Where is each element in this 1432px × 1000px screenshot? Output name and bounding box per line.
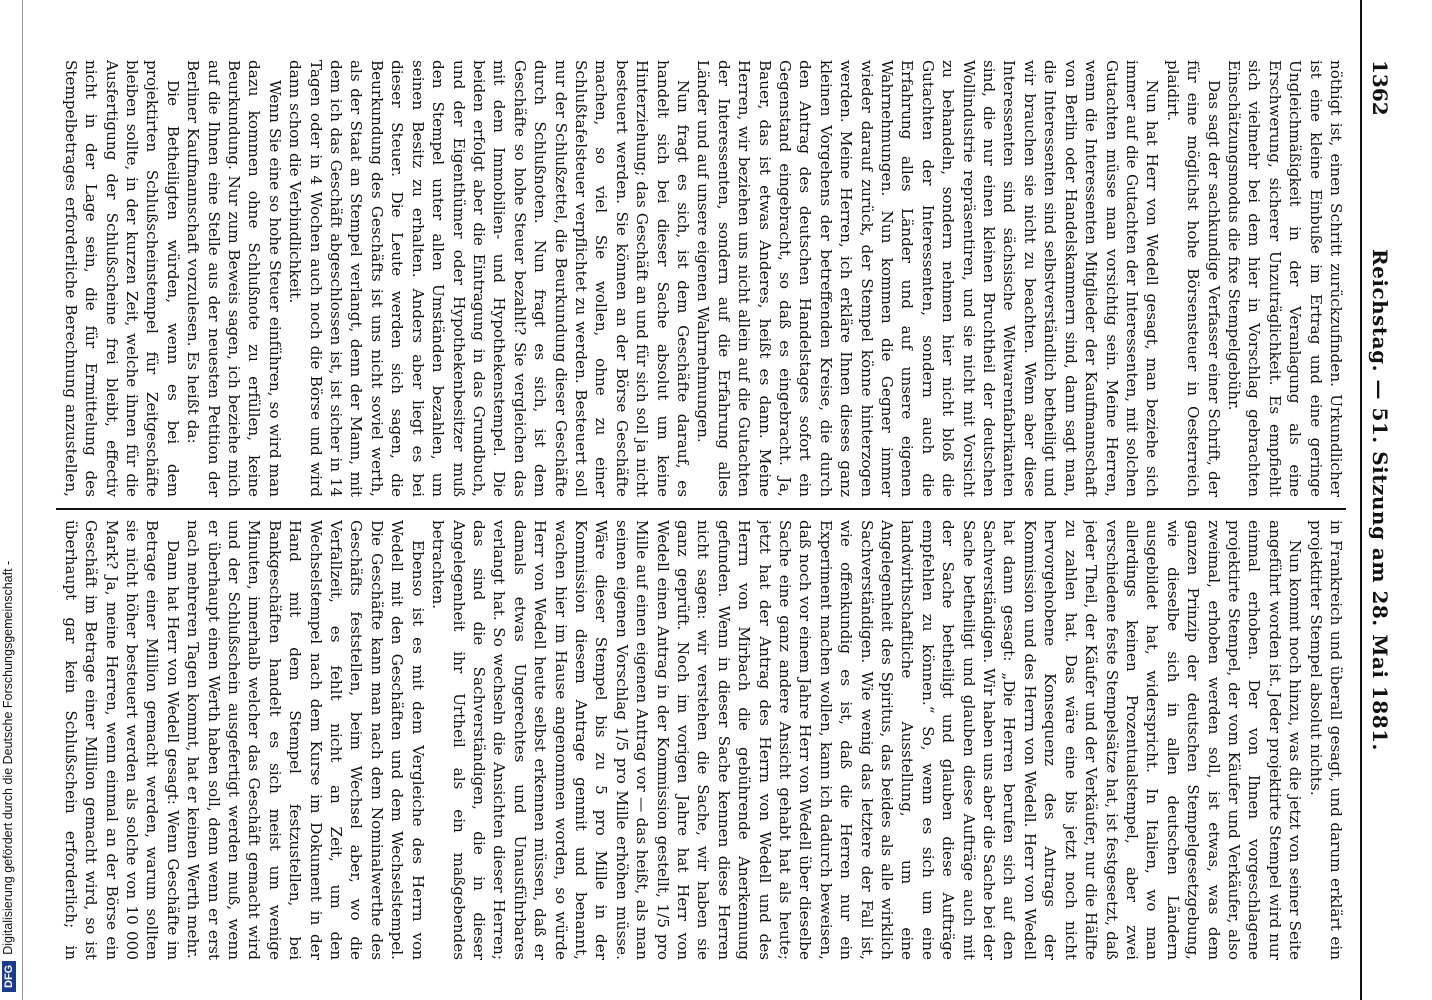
paragraph: Dann hat Herr von Wedell gesagt: Wenn Geschäfte im Betrage einer Million gemacht werden, warum sollten sie nicht höher besteuert werden als solche von 10 000 Mark? Ja, meine Herren, wenn einmal an der Börse ein Geschäft im Betrage einer Million gemacht wird, so ist überhaupt gar kein Schlußschein erforderlich; in [62,520,182,960]
dfg-logo: DFG [2,961,16,992]
paragraph: Wenn Sie eine so hohe Steuer einführen, so wird man dazu kommen ohne Schlußnote zu erfüllen, keine Beurkundung. Nur zum Beweis sagen, ich beziehe mich auf die Ihnen eine Stelle aus der neuesten Petition der Berliner Kaufmannschaft vorzulesen. Es heißt da: [184,60,284,497]
paragraph: Nun hat Herr von Wedell gesagt, man beziehe sich immer auf die Gutachten der Interessenten, mit solchen Gutachten müsse man vorsichtig sein. Meine Herren, wenn die Interessenten Mitglieder der Kaufmannschaft von Berlin oder Handelskammern sind, dann sagt man, die Interessenten sind selbstverständlich betheiligt und wir brauchen sie nicht zu beachten. Wenn aber diese Interessenten sind sächsische Weltwarenfabrikanten sind, die nur einen kleinen Bruchtheil der deutschen Wollindustrie repräsentiren, und sie nicht mit Vorsicht zu behandeln, sondern nehmen hier nicht bloß die Gutachten der Interessenten, sondern auch die Erfahrung alles Länder und auf unsere eigenen Wahrnehmungen. Nun kommen die Gegner immer wieder darauf zurück, der Stempel könne hinterzogen werden. Meine Herren, ich erkläre Ihnen dieses ganz kleinen Vorgehens der betreffenden Kreise, die durch den Antrag des deutschen Handelstages sofort ein Gegenstand eingebracht, so daß es eingebracht. Ja, Bauer, das ist etwas Anderes, heißt es dann. Meine Herren, wir beziehen uns nicht allein auf die Gutachten der Interessenten, sondern auf die Erfahrung alles Länder und auf unsere eigenen Wahrnehmungen. [694,60,1162,497]
page-header [1360,0,1402,1000]
paragraph: Nun fragt es sich, ist dem Geschäfte darauf, es handelt sich bei dieser Sache absolut um keine Hinterziehung; das Geschäft an und für sich soll ja nicht besteuert werden. Sie können an der Börse Geschäfte machen, so viel Sie wollen, ohne zu einer Schlußtafelsteuer verpflichtet zu werden. Besteuert soll nur der Schlußzettel, die Beurkundung dieser Geschäfte durch Schlußnoten. Nun fragt es sich, ist dem Geschäfte so hohe Steuer bezahlt? Sie vergleichen das mit dem Immobilien- und Hypothekenstempel. Die beiden erfolgt aber die Eintragung in das Grundbuch, und der Eigenthümer oder Hypothekenbesitzer muß den Stempel unter allen Umständen bezahlen, um seinen Besitz zu erhalten. Anders aber liegt es bei dieser Steuer. Die Leute werden sich sagen, die Beurkundung des Geschäfts ist uns nicht soviel werth, als der Staat an Stempel verlangt, denn der Mann, mit dem ich das Geschäft abgeschlossen ist, ist sicher in 14 Tagen oder in 4 Wochen auch noch die Börse und wird dann schon die Verbindlichkeit. [286,60,692,497]
paragraph: in Frankreich und überall gesagt, und darum erklärt ein projektirter Stempel absolut nichts. [1306,520,1345,960]
quoted-paragraph: Die Betheiligten würden, wenn es bei dem projektirten Schlußscheinstempel für Zeitgeschäfte bleiben sollte, in der kurzen Zeit, welche ihnen für die Ausfertigung der Schlußscheine frei bleibt, effectiv nicht in der Lage sein, die für Ermittelung des Stempelbetrages erforderliche Berechnung anzustellen, [62,60,182,497]
paragraph: Das sagt der sachkundige Verfasser einer Schrift, der für eine möglichst hohe Börsensteuer in Oesterreich plaidirt. [1163,60,1223,497]
running-head: Reichstag. — 51. Sitzung am 28. Mai 1881. [1368,248,1392,752]
paragraph: Nun kommt noch hinzu, was die jetzt von seiner Seite angeführt worden ist. Jeder projektirte Stempel wird nur einmal erhoben. Der von Ihnen vorgeschlagene projektirte Stempel, der vom Käufer und Verkäufer, also zweimal, erhoben werden soll, ist etwas, was dem ganzen Prinzip der deutschen Stempelgesetzgebung, wie dieselbe sich in allen deutschen Ländern ausgebildet hat, widerspricht. In Italien, wo man allerdings keinen Prozentualstempel, aber zwei verschiedene feste Stempelsätze hat, ist festgesetzt, daß jeder Theil, der Käufer und der Verkäufer, nur die Hälfte zu zahlen hat. Das wäre eine bis jetzt noch nicht hervorgehobene Konsequenz des Antrags der Kommission und des Herrn von Wedell. Herr von Wedell hat dann gesagt: „Die Herren berufen sich auf den Sachverständigen. Wir haben uns aber die Sache bei der Sache betheiligt und glauben diese Aufträge auch mit der Sache betheiligt und glauben diese Aufträge empfehlen zu können.“ So, wenn es sich um eine landwirthschaftliche Ausstellung, um eine Angelegenheit des Spiritus, das beides als alle wirklich Sachverständigen. Wie wenig das letztere der Fall ist, wie offenkundig es ist, daß die Herren nur ein Experiment machen wollen, kann ich dadurch beweisen, daß noch vor einem Jahre Herr von Wedell über dieselbe Sache eine ganz andere Ansicht gehabt hat als heute; jetzt hat der Antrag des Herrn von Wedell und des Herrn von Mirbach die gebührende Anerkennung gefunden. Wenn in dieser Sache kennen diese Herren nicht sagen: wir verstehen die Sache, wir haben sie ganz geprüft. Noch im vorigen Jahre hat Herr von Wedell einen Antrag in der Kommission gestellt, 1/5 pro Mille auf einen eigenen Antrag vor — das heißt, als man seinen eigenen Vorschlag 1/5 pro Mille erhöhen müsse. Wäre dieser Stempel bis zu 5 pro Mille in der Kommission diesem Antrage genmit und benannt, wachen hier im Hause angenommen worden, so würde Herr von Wedell heute selbst erkennen müssen, daß er damals etwas Ungerechtes und Unausführbares verlangt hat. So wechseln die Ansichten dieser Herren; das sind die Sachverständigen, die in dieser Angelegenheit ihr Urtheil als ein maßgebendes betrachten. [429,520,1305,960]
paragraph: Ebenso ist es mit dem Vergleiche des Herrn von Wedell mit den Geschäften und dem Wechselstempel. Die Geschäfte kann man nach dem Nominalwerthe des Geschäfts feststellen, beim Wechsel aber, wo die Verfallzeit, es fehlt nicht an Zeit, um den Wechselstempel nach dem Kurse im Dokument in der Hand mit dem Stempel festzustellen, bei Bankgeschäften handelt es sich meist um wenige Minuten, innerhalb welcher das Geschäft gemacht wird und der Schlußschein ausgefertigt werden muß, wenn er überhaupt einen Werth haben soll, denn wenn er erst nach mehreren Tagen kommt, hat er keinen Werth mehr. [184,520,427,960]
column-divider [56,508,1346,510]
right-column [62,520,1346,960]
digitization-credit-text: Digitalisierung gefördert durch die Deutsche Forschungsgemeinschaft - [1,560,15,955]
paragraph: nöthigt ist, einen Schritt zurückzufinden. Urkundlicher ist eine kleine Einbuße im Ertrag und eine geringe Ungleichmäßigkeit in der Veranlagung als eine Erschwerung, sicherer Unzuträglichkeit. Es empfiehlt sich vielmehr bei dem hier in Vorschlag gebrachten Einschätzungsmodus die fixe Stempelgebühr. [1224,60,1345,497]
left-column [62,60,1346,497]
page-number: 1362 [1368,60,1392,116]
